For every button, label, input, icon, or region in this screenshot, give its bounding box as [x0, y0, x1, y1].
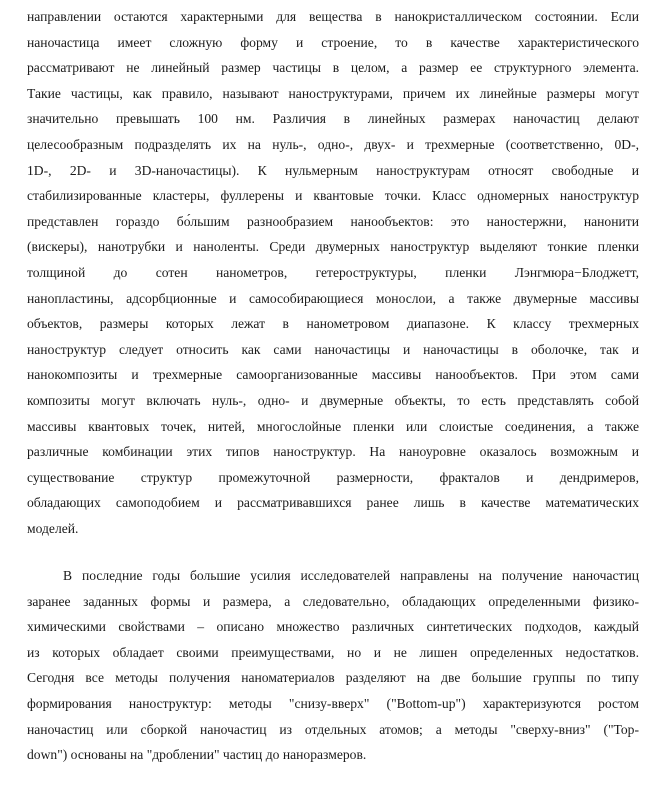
text-line: down") основаны на "дроблении" частиц до наноразмеров.: [27, 747, 367, 763]
text-line: наночастица имеет сложную форму и строение, то в качестве характеристического: [27, 34, 639, 50]
text-line: обладающих самоподобием и рассматривавшихся ранее лишь в качестве математических: [27, 495, 639, 511]
text-line: В последние годы большие усилия исследователей направлены на получение наночастиц: [63, 568, 639, 583]
text-line: 1D-, 2D- и 3D-наночастицы). К нульмерным наноструктурам относят свободные и: [27, 162, 639, 178]
text-line: нанопластины, адсорбционные и самособирающиеся монослои, а также двумерные массивы: [27, 290, 639, 306]
text-line: моделей.: [27, 520, 79, 536]
text-line: композиты могут включать нуль-, одно- и двумерные объекты, то есть представлять собой: [27, 392, 639, 408]
text-line: Такие частицы, как правило, называют наноструктурами, причем их линейные размеры могут: [27, 85, 639, 101]
text-line: различные комбинации этих типов наноструктур. На наноуровне оказалось возможным и: [27, 444, 639, 460]
text-line: Сегодня все методы получения наноматериалов разделяют на две большие группы по типу: [27, 670, 639, 686]
text-line: направлении остаются характерными для вещества в нанокристаллическом состоянии. Если: [27, 9, 639, 24]
text-line: из которых обладает своими преимуществами, но и не лишен определенных недостатков.: [27, 644, 639, 660]
text-line: наноструктур следует относить как сами наночастицы и наночастицы в оболочке, так и: [27, 341, 639, 357]
text-line: стабилизированные кластеры, фуллерены и квантовые точки. Класс одномерных наноструктур: [27, 188, 639, 204]
text-line: формирования наноструктур: методы "снизу-вверх" ("Bottom-up") характеризуются ростом: [27, 695, 639, 711]
text-line: целесообразным подразделять их на нуль-, одно-, двух- и трехмерные (соответственно, 0D-,: [27, 136, 639, 152]
text-line: нанокомпозиты и трехмерные самоорганизованные массивы нанообъектов. При этом сами: [27, 367, 639, 383]
paragraph-nanostructure-classes: [27, 4, 639, 541]
text-line: наночастиц или сборкой наночастиц из отдельных атомов; а методы "сверху-вниз" ("Top-: [27, 721, 639, 737]
text-line: объектов, размеры которых лежат в нанометровом диапазоне. К классу трехмерных: [27, 316, 639, 332]
text-line: толщиной до сотен нанометров, гетероструктуры, пленки Лэнгмюра−Блоджетт,: [27, 264, 639, 280]
text-line: заранее заданных формы и размера, а следовательно, обладающих определенными физико-: [27, 593, 639, 609]
paragraph-synthesis-methods: [27, 563, 639, 768]
text-line: рассматривают не линейный размер частицы в целом, а размер ее структурного элемента.: [27, 60, 639, 76]
text-line: существование структур промежуточной размерности, фракталов и дендримеров,: [27, 469, 639, 485]
text-line: химическими свойствами – описано множество различных синтетических подходов, каждый: [27, 619, 639, 635]
text-line: значительно превышать 100 нм. Различия в линейных размерах наночастиц делают: [27, 111, 639, 127]
text-line: массивы квантовых точек, нитей, многослойные пленки или слоистые соединения, а также: [27, 418, 639, 434]
text-line: (вискеры), нанотрубки и наноленты. Среди двумерных наноструктур выделяют тонкие пленки: [27, 239, 639, 255]
text-line: представлен гораздо бо́льшим разнообразием нанообъектов: это наностержни, нанонити: [27, 213, 639, 229]
